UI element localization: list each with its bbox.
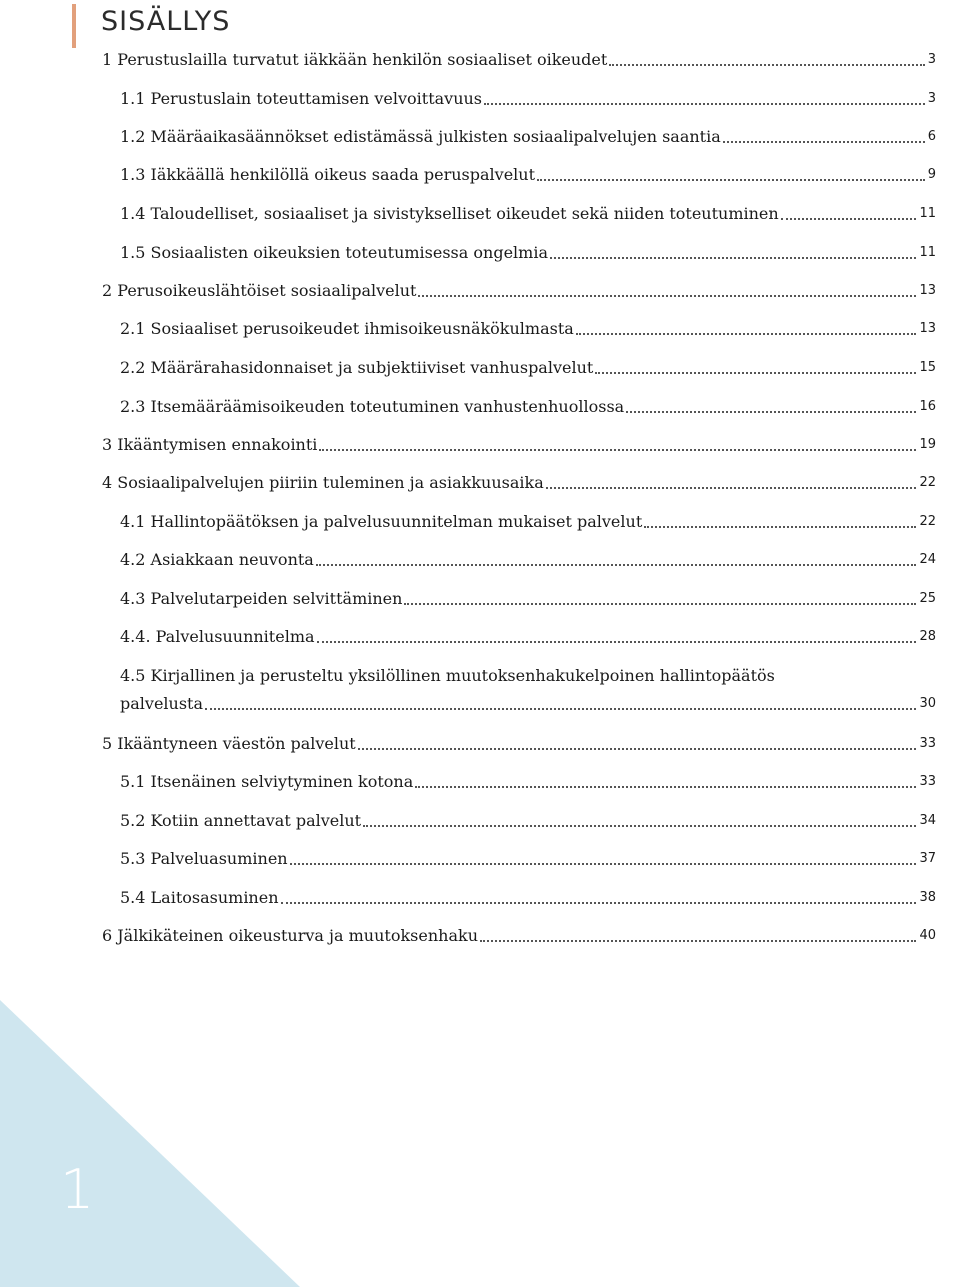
- toc-entry-label: 4.2 Asiakkaan neuvonta: [120, 550, 314, 569]
- toc-entry[interactable]: [120, 508, 936, 536]
- toc-entry[interactable]: [102, 431, 936, 459]
- toc-entry-page: 11: [919, 245, 936, 260]
- toc-entry-label-cont: palvelusta: [120, 694, 204, 713]
- dot-leader: [537, 177, 925, 181]
- toc-entry-page: 28: [919, 629, 936, 644]
- toc-entry-page: 34: [919, 813, 936, 828]
- toc-entry-page: 3: [927, 91, 936, 106]
- toc-entry-page: 13: [919, 283, 936, 298]
- toc-entry-page: 30: [919, 696, 936, 711]
- dot-leader: [576, 331, 917, 335]
- toc-entry-label: 2.1 Sosiaaliset perusoikeudet ihmisoikeusnäkökulmasta: [120, 319, 574, 338]
- toc-entry-page: 22: [919, 514, 936, 529]
- toc-entry-label: 1 Perustuslailla turvatut iäkkään henkilön sosiaaliset oikeudet: [102, 50, 608, 69]
- dot-leader: [358, 746, 917, 750]
- dot-leader: [205, 706, 916, 710]
- toc-entry[interactable]: [102, 277, 936, 305]
- dot-leader: [316, 562, 917, 566]
- toc-entry[interactable]: [120, 623, 936, 651]
- toc-entry[interactable]: [102, 922, 936, 950]
- dot-leader: [404, 601, 916, 605]
- dot-leader: [317, 639, 917, 643]
- corner-triangle: [0, 1000, 300, 1287]
- dot-leader: [480, 938, 916, 942]
- toc-entry-label: 4 Sosiaalipalvelujen piiriin tuleminen ja asiakkuusaika: [102, 473, 544, 492]
- toc-entry-label: 4.3 Palvelutarpeiden selvittäminen: [120, 589, 403, 608]
- toc-entry-label: 2.2 Määrärahasidonnaiset ja subjektiiviset vanhuspalvelut: [120, 358, 594, 377]
- toc-entry-page: 37: [919, 851, 936, 866]
- toc-entry[interactable]: [120, 884, 936, 912]
- dot-leader: [484, 101, 925, 105]
- dot-leader: [363, 823, 916, 827]
- toc-entry[interactable]: [102, 469, 936, 497]
- toc-entry[interactable]: [120, 123, 936, 151]
- toc-entry[interactable]: [102, 730, 936, 758]
- toc-entry-label: 2 Perusoikeuslähtöiset sosiaalipalvelut: [102, 281, 417, 300]
- toc-entry-page: 13: [919, 321, 936, 336]
- toc-entry-label: 4.4. Palvelusuunnitelma: [120, 627, 315, 646]
- toc-entry-page: 3: [927, 52, 936, 67]
- dot-leader: [595, 370, 916, 374]
- toc-entry[interactable]: [120, 161, 936, 189]
- toc-entry-page: 16: [919, 399, 936, 414]
- dot-leader: [609, 62, 924, 66]
- toc-entry[interactable]: [120, 393, 936, 421]
- toc-entry-label: 2.3 Itsemääräämisoikeuden toteutuminen vanhustenhuollossa: [120, 397, 625, 416]
- toc-entry-label: 1.4 Taloudelliset, sosiaaliset ja sivistykselliset oikeudet sekä niiden toteutuminen: [120, 204, 779, 223]
- toc-entry[interactable]: [102, 46, 936, 74]
- dot-leader: [781, 216, 917, 220]
- toc-entry-label: 5 Ikääntyneen väestön palvelut: [102, 734, 356, 753]
- dot-leader: [319, 447, 916, 451]
- toc-entry-page: 24: [919, 552, 936, 567]
- dot-leader: [644, 524, 916, 528]
- toc-entry-page: 33: [919, 736, 936, 751]
- dot-leader: [550, 255, 916, 259]
- toc-entry-label: 1.1 Perustuslain toteuttamisen velvoittavuus: [120, 89, 483, 108]
- toc-entry-label: 5.3 Palveluasuminen: [120, 849, 288, 868]
- toc-entry-label: 1.3 Iäkkäällä henkilöllä oikeus saada peruspalvelut: [120, 165, 536, 184]
- toc-entry[interactable]: [120, 354, 936, 382]
- toc-entry[interactable]: [120, 768, 936, 796]
- toc-entry[interactable]: [120, 807, 936, 835]
- toc-entry-label: 6 Jälkikäteinen oikeusturva ja muutoksenhaku: [102, 926, 478, 945]
- toc-entry-label: 5.2 Kotiin annettavat palvelut: [120, 811, 362, 830]
- dot-leader: [546, 485, 917, 489]
- toc-entry-page: 25: [919, 591, 936, 606]
- dot-leader: [626, 409, 916, 413]
- dot-leader: [415, 784, 916, 788]
- dot-leader: [281, 900, 917, 904]
- toc-entry-page: 6: [927, 129, 936, 144]
- dot-leader: [723, 139, 925, 143]
- toc-entry-page: 9: [927, 167, 936, 182]
- toc-entry[interactable]: [120, 85, 936, 113]
- toc-entry-page: 22: [919, 475, 936, 490]
- toc-entry[interactable]: [120, 546, 936, 574]
- toc-entry[interactable]: [120, 662, 936, 718]
- toc-entry-label: 4.1 Hallintopäätöksen ja palvelusuunnitelman mukaiset palvelut: [120, 512, 643, 531]
- toc-entry-label: 5.4 Laitosasuminen: [120, 888, 279, 907]
- toc-title: SISÄLLYS: [101, 6, 231, 37]
- corner-decoration: [0, 1000, 300, 1287]
- toc-entry[interactable]: [120, 585, 936, 613]
- toc-entry-page: 19: [919, 437, 936, 452]
- toc-entry-page: 40: [919, 928, 936, 943]
- toc-entry[interactable]: [120, 845, 936, 873]
- toc-entry[interactable]: [120, 315, 936, 343]
- page-number: 1: [60, 1158, 95, 1221]
- dot-leader: [418, 293, 916, 297]
- toc-entry-label: 5.1 Itsenäinen selviytyminen kotona: [120, 772, 414, 791]
- toc-entry-label: 4.5 Kirjallinen ja perusteltu yksilöllinen muutoksenhakukelpoinen hallintopäätös: [120, 666, 775, 685]
- toc-entry-label: 3 Ikääntymisen ennakointi: [102, 435, 318, 454]
- toc-entry-page: 11: [919, 206, 936, 221]
- toc-entry-page: 15: [919, 360, 936, 375]
- toc-entry-page: 33: [919, 774, 936, 789]
- toc-entry[interactable]: [120, 200, 936, 228]
- dot-leader: [290, 861, 917, 865]
- toc-entry-label: 1.2 Määräaikasäännökset edistämässä julkisten sosiaalipalvelujen saantia: [120, 127, 721, 146]
- toc-entry[interactable]: [120, 239, 936, 267]
- toc-entry-page: 38: [919, 890, 936, 905]
- toc-entry-label: 1.5 Sosiaalisten oikeuksien toteutumisessa ongelmia: [120, 243, 548, 262]
